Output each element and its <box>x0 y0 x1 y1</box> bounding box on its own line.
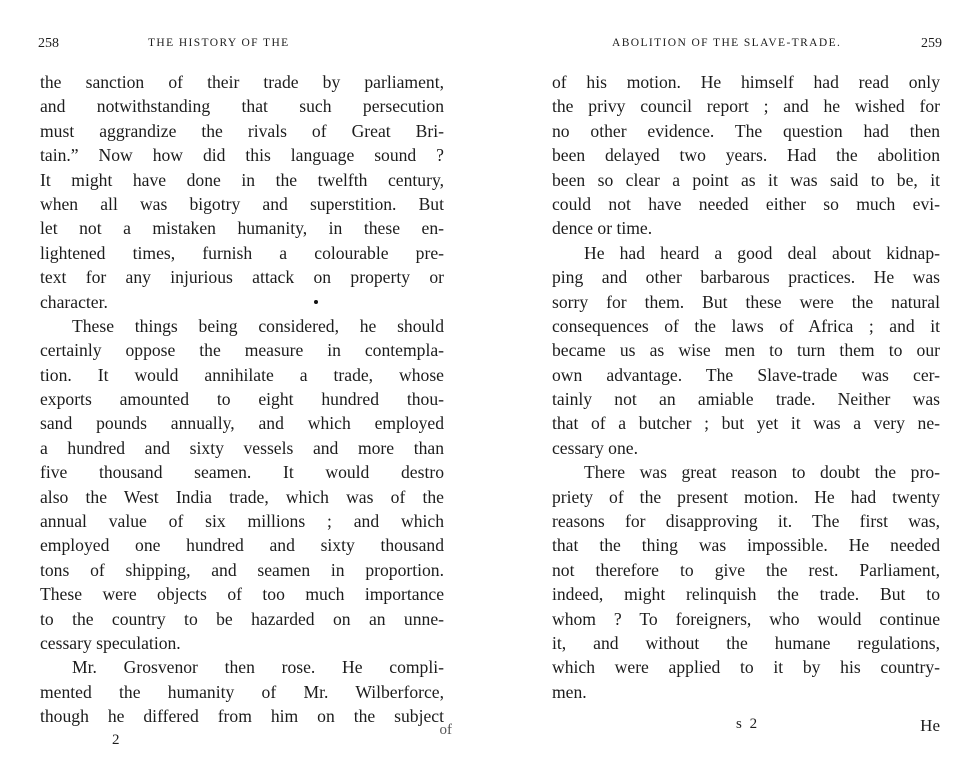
text-line: cessary one. <box>552 437 638 458</box>
paragraph <box>552 460 940 704</box>
text-line: employed one hundred and sixty thousand <box>40 535 444 556</box>
text-line: text for any injurious attack on property or <box>40 267 444 288</box>
text-line: though he differed from him on the subject <box>40 706 444 727</box>
text-line: the sanction of their trade by parliament, <box>40 72 444 92</box>
text-line: sorry for them. But these were the natural <box>552 291 940 312</box>
text-line: it, and without the humane regulations, <box>552 632 940 653</box>
text-line: whom ? To foreigners, who would continue <box>552 608 940 629</box>
text-line: tainly not an amiable trade. Neither was <box>552 389 940 410</box>
text-line: five thousand seamen. It would destro <box>40 462 444 483</box>
left-text-block <box>40 70 444 729</box>
left-page-number: 258 <box>38 36 59 51</box>
text-line: must aggrandize the rivals of Great Bri- <box>40 120 444 141</box>
paragraph <box>40 655 444 728</box>
text-line: certainly oppose the measure in contempla- <box>40 340 444 361</box>
text-line: annual value of six millions ; and which <box>40 511 444 532</box>
text-line: which were applied to it by his country- <box>552 657 940 678</box>
text-line: indeed, might relinquish the trade. But to <box>552 584 940 605</box>
text-line: own advantage. The Slave-trade was cer- <box>552 364 940 385</box>
text-line: Mr. Grosvenor then rose. He compli- <box>72 657 444 678</box>
text-line: dence or time. <box>552 218 653 239</box>
text-line: tain.” Now how did this language sound ? <box>40 145 444 166</box>
text-line: character. <box>40 291 108 312</box>
text-line: that of a butcher ; but yet it was a very ne- <box>552 413 940 434</box>
paragraph <box>552 241 940 461</box>
text-line: These things being considered, he should <box>72 315 444 336</box>
left-running-head <box>40 36 444 56</box>
text-line: These were objects of too much importance <box>40 584 444 605</box>
text-line: mented the humanity of Mr. Wilberforce, <box>40 681 444 702</box>
text-line: been so clear a point as it was said to be, it <box>552 169 940 190</box>
text-line: sand pounds annually, and which employed <box>40 413 444 434</box>
text-line: could not have needed either so much evi- <box>552 193 940 214</box>
right-running-title: ABOLITION OF THE SLAVE-TRADE. <box>612 37 842 49</box>
text-line: when all was bigotry and superstition. But <box>40 193 444 214</box>
text-line: lightened times, furnish a colourable pre- <box>40 242 444 263</box>
text-line: reasons for disapproving it. The first was, <box>552 511 940 532</box>
text-line: that the thing was impossible. He needed <box>552 535 940 556</box>
paragraph <box>552 70 940 241</box>
text-line: cessary speculation. <box>40 632 181 653</box>
text-line: tons of shipping, and seamen in proportion. <box>40 559 444 580</box>
left-page <box>38 0 452 784</box>
left-running-title: THE HISTORY OF THE <box>148 37 290 49</box>
text-line: ping and other barbarous practices. He was <box>552 267 940 288</box>
ink-speck <box>314 300 318 304</box>
text-line: There was great reason to doubt the pro- <box>584 462 940 483</box>
text-line: became us as wise men to turn them to our <box>552 340 940 361</box>
text-line: a hundred and sixty vessels and more than <box>40 437 444 458</box>
text-line: priety of the present motion. He had twenty <box>552 486 940 507</box>
left-footer <box>40 722 452 756</box>
left-catchword: of <box>439 722 452 738</box>
left-signature-mark: 2 <box>112 732 122 748</box>
right-page-number: 259 <box>921 36 942 51</box>
right-signature-mark: s 2 <box>736 716 760 732</box>
text-line: men. <box>552 681 587 702</box>
text-line: It might have done in the twelfth century, <box>40 169 444 190</box>
right-running-head <box>552 36 940 56</box>
text-line: consequences of the laws of Africa ; and it <box>552 315 940 336</box>
text-line: no other evidence. The question had then <box>552 120 940 141</box>
right-catchword: He <box>920 716 940 735</box>
text-line: been delayed two years. Had the abolition <box>552 145 940 166</box>
text-line: exports amounted to eight hundred thou- <box>40 389 444 410</box>
text-line: tion. It would annihilate a trade, whose <box>40 364 444 385</box>
text-line: the privy council report ; and he wished for <box>552 96 940 117</box>
text-line: and notwithstanding that such persecution <box>40 96 444 117</box>
paragraph <box>40 70 444 314</box>
right-page <box>552 0 940 784</box>
text-line: not therefore to give the rest. Parliament, <box>552 559 940 580</box>
text-line: of his motion. He himself had read only <box>552 72 940 92</box>
text-line: let not a mistaken humanity, in these en- <box>40 218 444 239</box>
paragraph <box>40 314 444 655</box>
text-line: also the West India trade, which was of the <box>40 486 444 507</box>
text-line: He had heard a good deal about kidnap- <box>584 242 940 263</box>
text-line: to the country to be hazarded on an unne- <box>40 608 444 629</box>
right-text-block <box>552 70 940 704</box>
right-footer <box>552 716 940 756</box>
